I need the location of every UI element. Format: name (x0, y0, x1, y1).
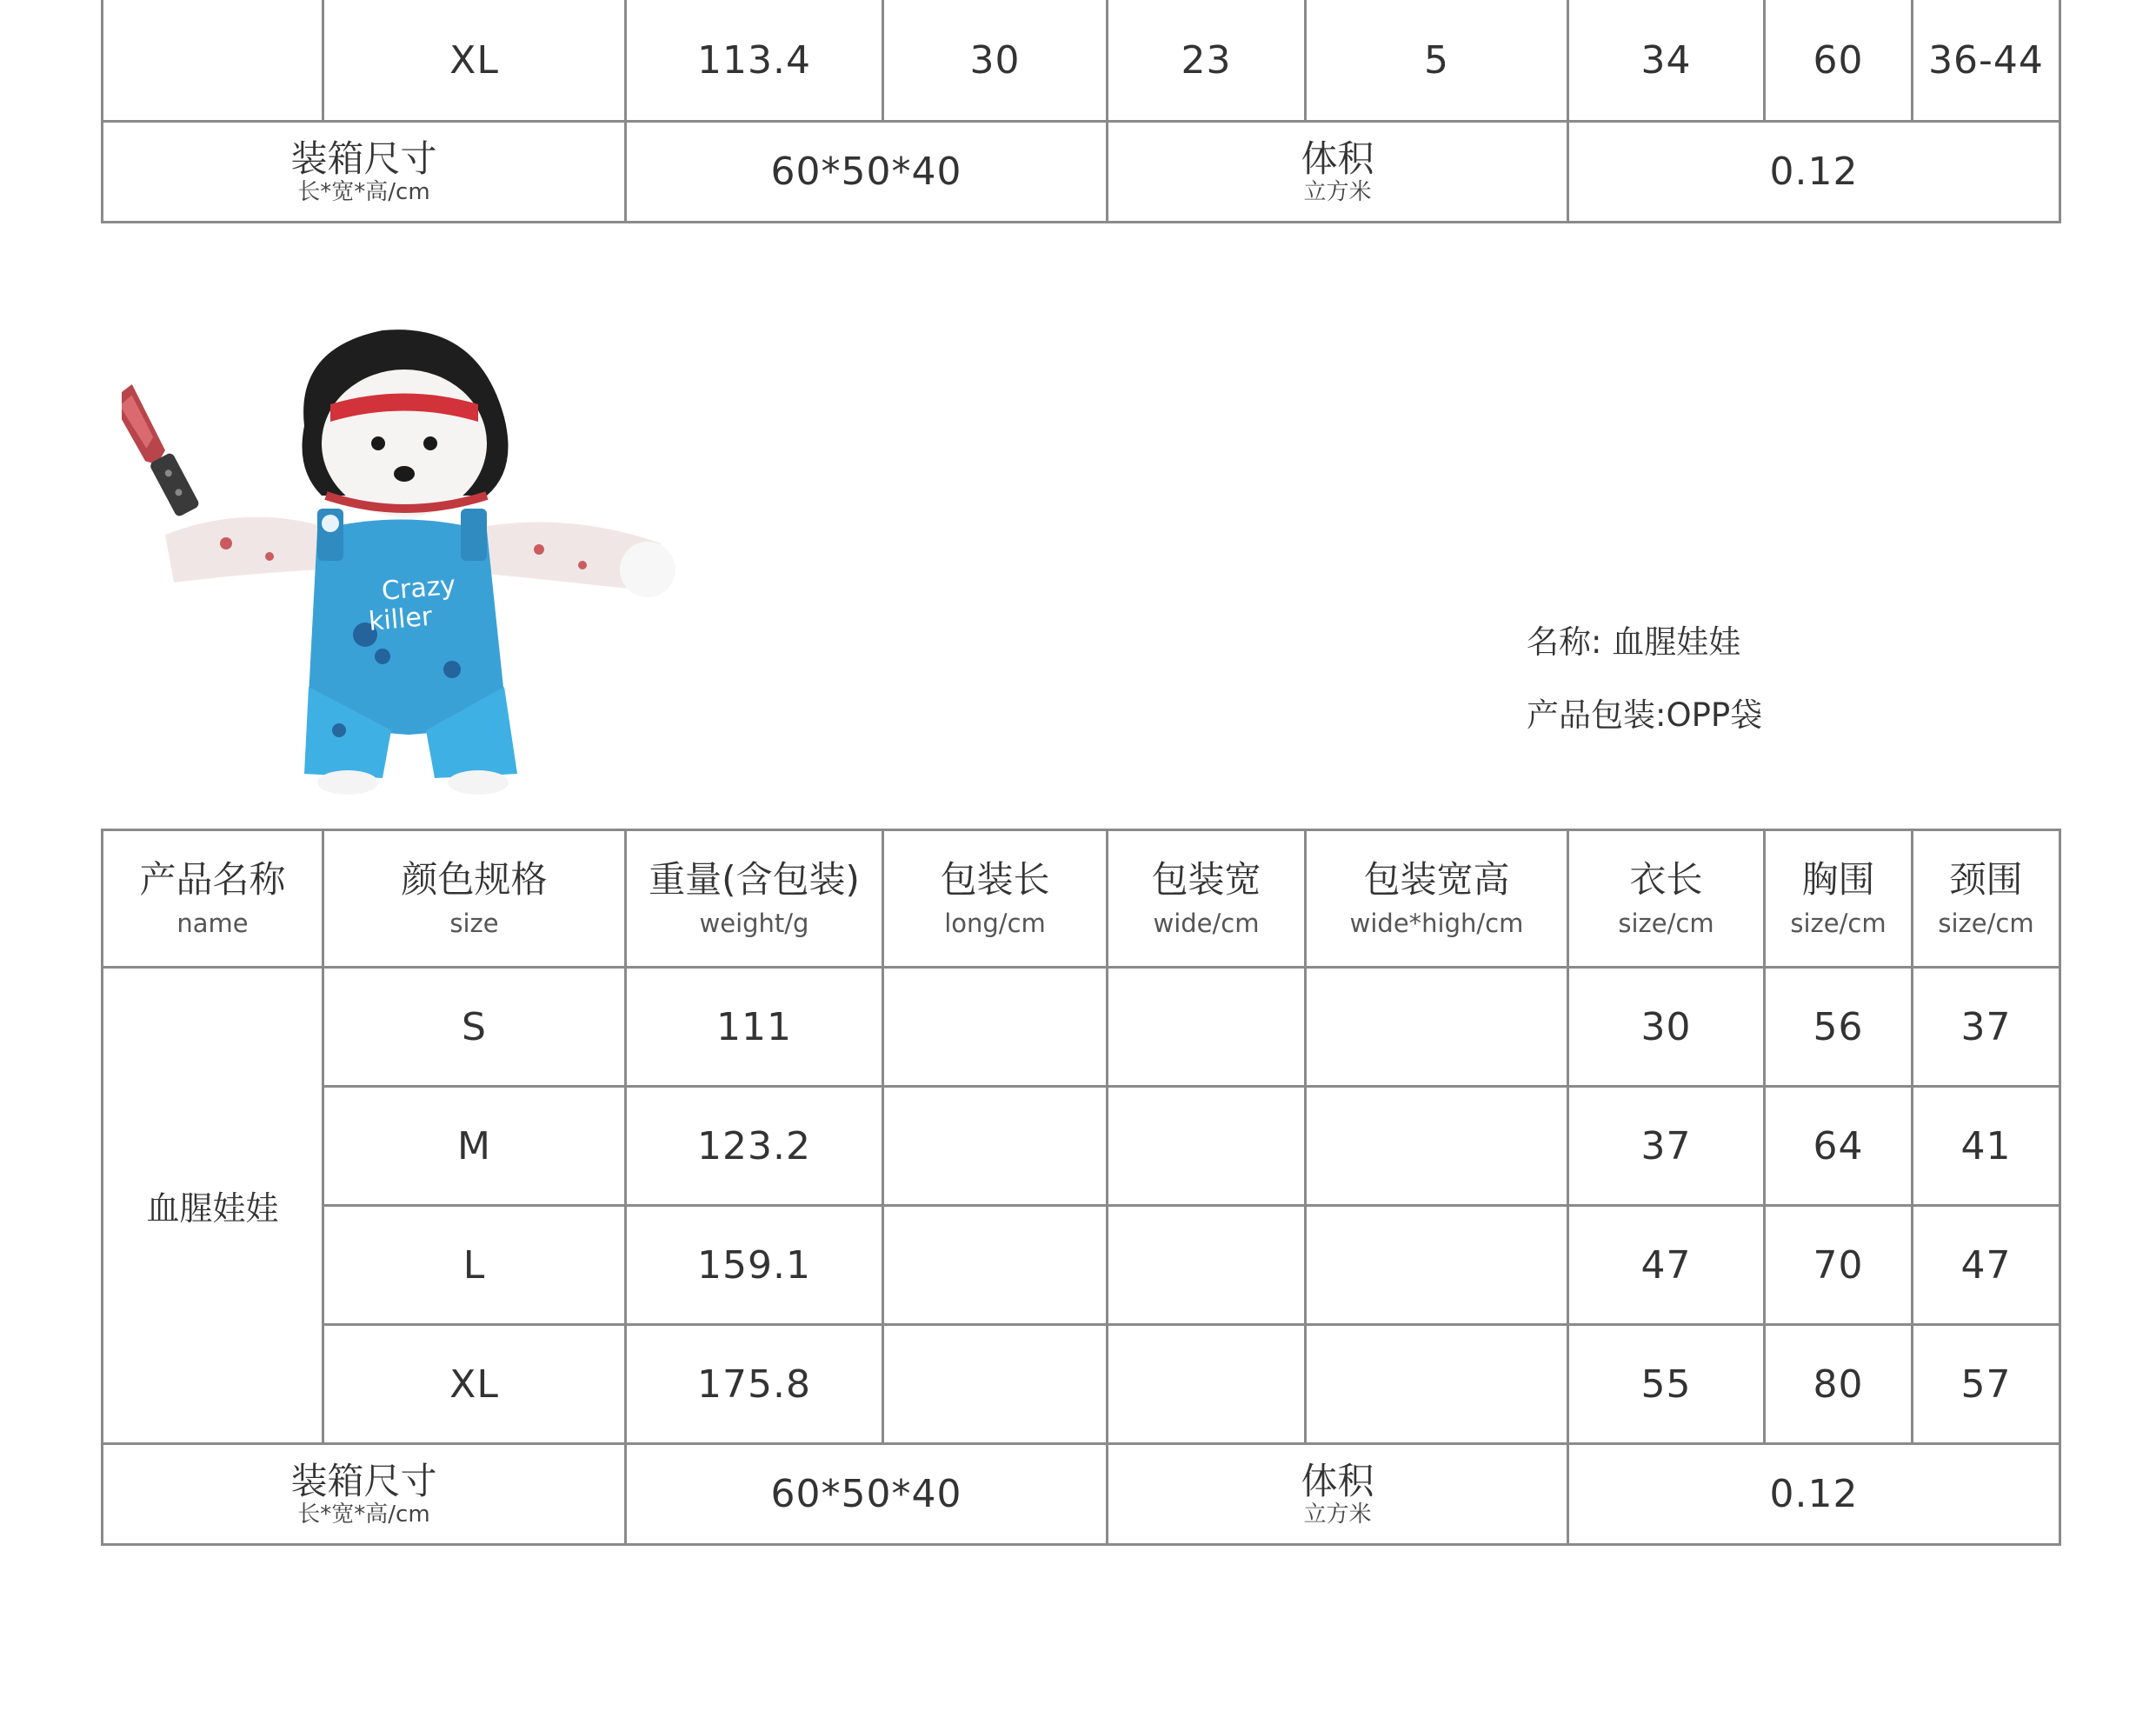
package-wide-high-cell (1306, 1206, 1568, 1325)
package-long-cell (883, 1325, 1108, 1444)
costume-print-line-1: Crazy (380, 569, 457, 607)
chest-cell: 64 (1765, 1087, 1913, 1206)
header-neck: 颈围 size/cm (1913, 830, 2060, 968)
carton-label-cell (103, 1444, 626, 1545)
volume-label: 体积 (1301, 1459, 1374, 1502)
package-wide-high-cell (1306, 1087, 1568, 1206)
carton-row (103, 122, 2060, 223)
length-cell: 55 (1568, 1325, 1765, 1444)
chest-cell: 80 (1765, 1325, 1913, 1444)
carton-label-cell (103, 122, 626, 223)
neck-cell: 57 (1913, 1325, 2060, 1444)
length-cell: 30 (1568, 968, 1765, 1087)
table-row (103, 1087, 2060, 1206)
header-package-wide: 包装宽 wide/cm (1108, 830, 1306, 968)
neck-cell: 41 (1913, 1087, 2060, 1206)
header-size: 颜色规格 size (323, 830, 626, 968)
header-name: 产品名称 name (103, 830, 323, 968)
package-long-cell (883, 1206, 1108, 1325)
package-wide-high-cell (1306, 1325, 1568, 1444)
weight-cell: 111 (626, 968, 883, 1087)
length-cell: 47 (1568, 1206, 1765, 1325)
header-length: 衣长 size/cm (1568, 830, 1765, 968)
package-long-cell (883, 1087, 1108, 1206)
volume-label-sub: 立方米 (1303, 178, 1372, 205)
carton-size-value: 60*50*40 (626, 1444, 1108, 1545)
volume-label-sub: 立方米 (1303, 1501, 1372, 1528)
chest-cell: 70 (1765, 1206, 1913, 1325)
package-wide-cell (1108, 968, 1306, 1087)
table-cell: 30 (883, 0, 1108, 122)
size-cell: XL (323, 0, 626, 122)
header-package-long: 包装长 long/cm (883, 830, 1108, 968)
table-cell: 23 (1108, 0, 1306, 122)
table-row (103, 1206, 2060, 1325)
header-row (103, 830, 2060, 968)
size-cell: M (323, 1087, 626, 1206)
size-cell: L (323, 1206, 626, 1325)
product-name-line: 名称: 血腥娃娃 (1527, 623, 1741, 661)
volume-value: 0.12 (1568, 1444, 2060, 1545)
neck-cell: 37 (1913, 968, 2060, 1087)
weight-cell: 175.8 (626, 1325, 883, 1444)
volume-value: 0.12 (1568, 122, 2060, 223)
table-row (103, 1325, 2060, 1444)
weight-cell: 159.1 (626, 1206, 883, 1325)
header-weight: 重量(含包装) weight/g (626, 830, 883, 968)
table-cell: 34 (1568, 0, 1765, 122)
package-wide-cell (1108, 1325, 1306, 1444)
carton-row (103, 1444, 2060, 1545)
volume-label-cell (1108, 122, 1568, 223)
carton-size-value: 60*50*40 (626, 122, 1108, 223)
size-cell: XL (323, 1325, 626, 1444)
size-spec-table (101, 829, 2061, 1546)
table-row (103, 968, 2060, 1087)
table-cell: 36-44 (1913, 0, 2060, 122)
top-size-table (101, 0, 2061, 223)
carton-label-sub: 长*宽*高/cm (297, 1501, 430, 1528)
table-cell: 113.4 (626, 0, 883, 122)
carton-label: 装箱尺寸 (290, 136, 437, 180)
table-cell: 60 (1765, 0, 1913, 122)
product-name-cell: 血腥娃娃 (103, 968, 323, 1444)
volume-label: 体积 (1301, 136, 1374, 180)
volume-label-cell (1108, 1444, 1568, 1545)
knife-prop (122, 383, 200, 519)
product-packaging-line: 产品包装:OPP袋 (1527, 696, 1763, 734)
carton-label: 装箱尺寸 (290, 1459, 437, 1502)
length-cell: 37 (1568, 1087, 1765, 1206)
product-photo (122, 322, 678, 809)
package-long-cell (883, 968, 1108, 1087)
header-package-wide-high: 包装宽高 wide*high/cm (1306, 830, 1568, 968)
carton-label-sub: 长*宽*高/cm (297, 178, 430, 205)
header-chest: 胸围 size/cm (1765, 830, 1913, 968)
empty-name-cell (103, 0, 323, 122)
neck-cell: 47 (1913, 1206, 2060, 1325)
package-wide-cell (1108, 1206, 1306, 1325)
chest-cell: 56 (1765, 968, 1913, 1087)
table-row (103, 0, 2060, 122)
costume-print-line-2: killer (367, 601, 434, 637)
package-wide-high-cell (1306, 968, 1568, 1087)
weight-cell: 123.2 (626, 1087, 883, 1206)
table-cell: 5 (1306, 0, 1568, 122)
size-cell: S (323, 968, 626, 1087)
package-wide-cell (1108, 1087, 1306, 1206)
